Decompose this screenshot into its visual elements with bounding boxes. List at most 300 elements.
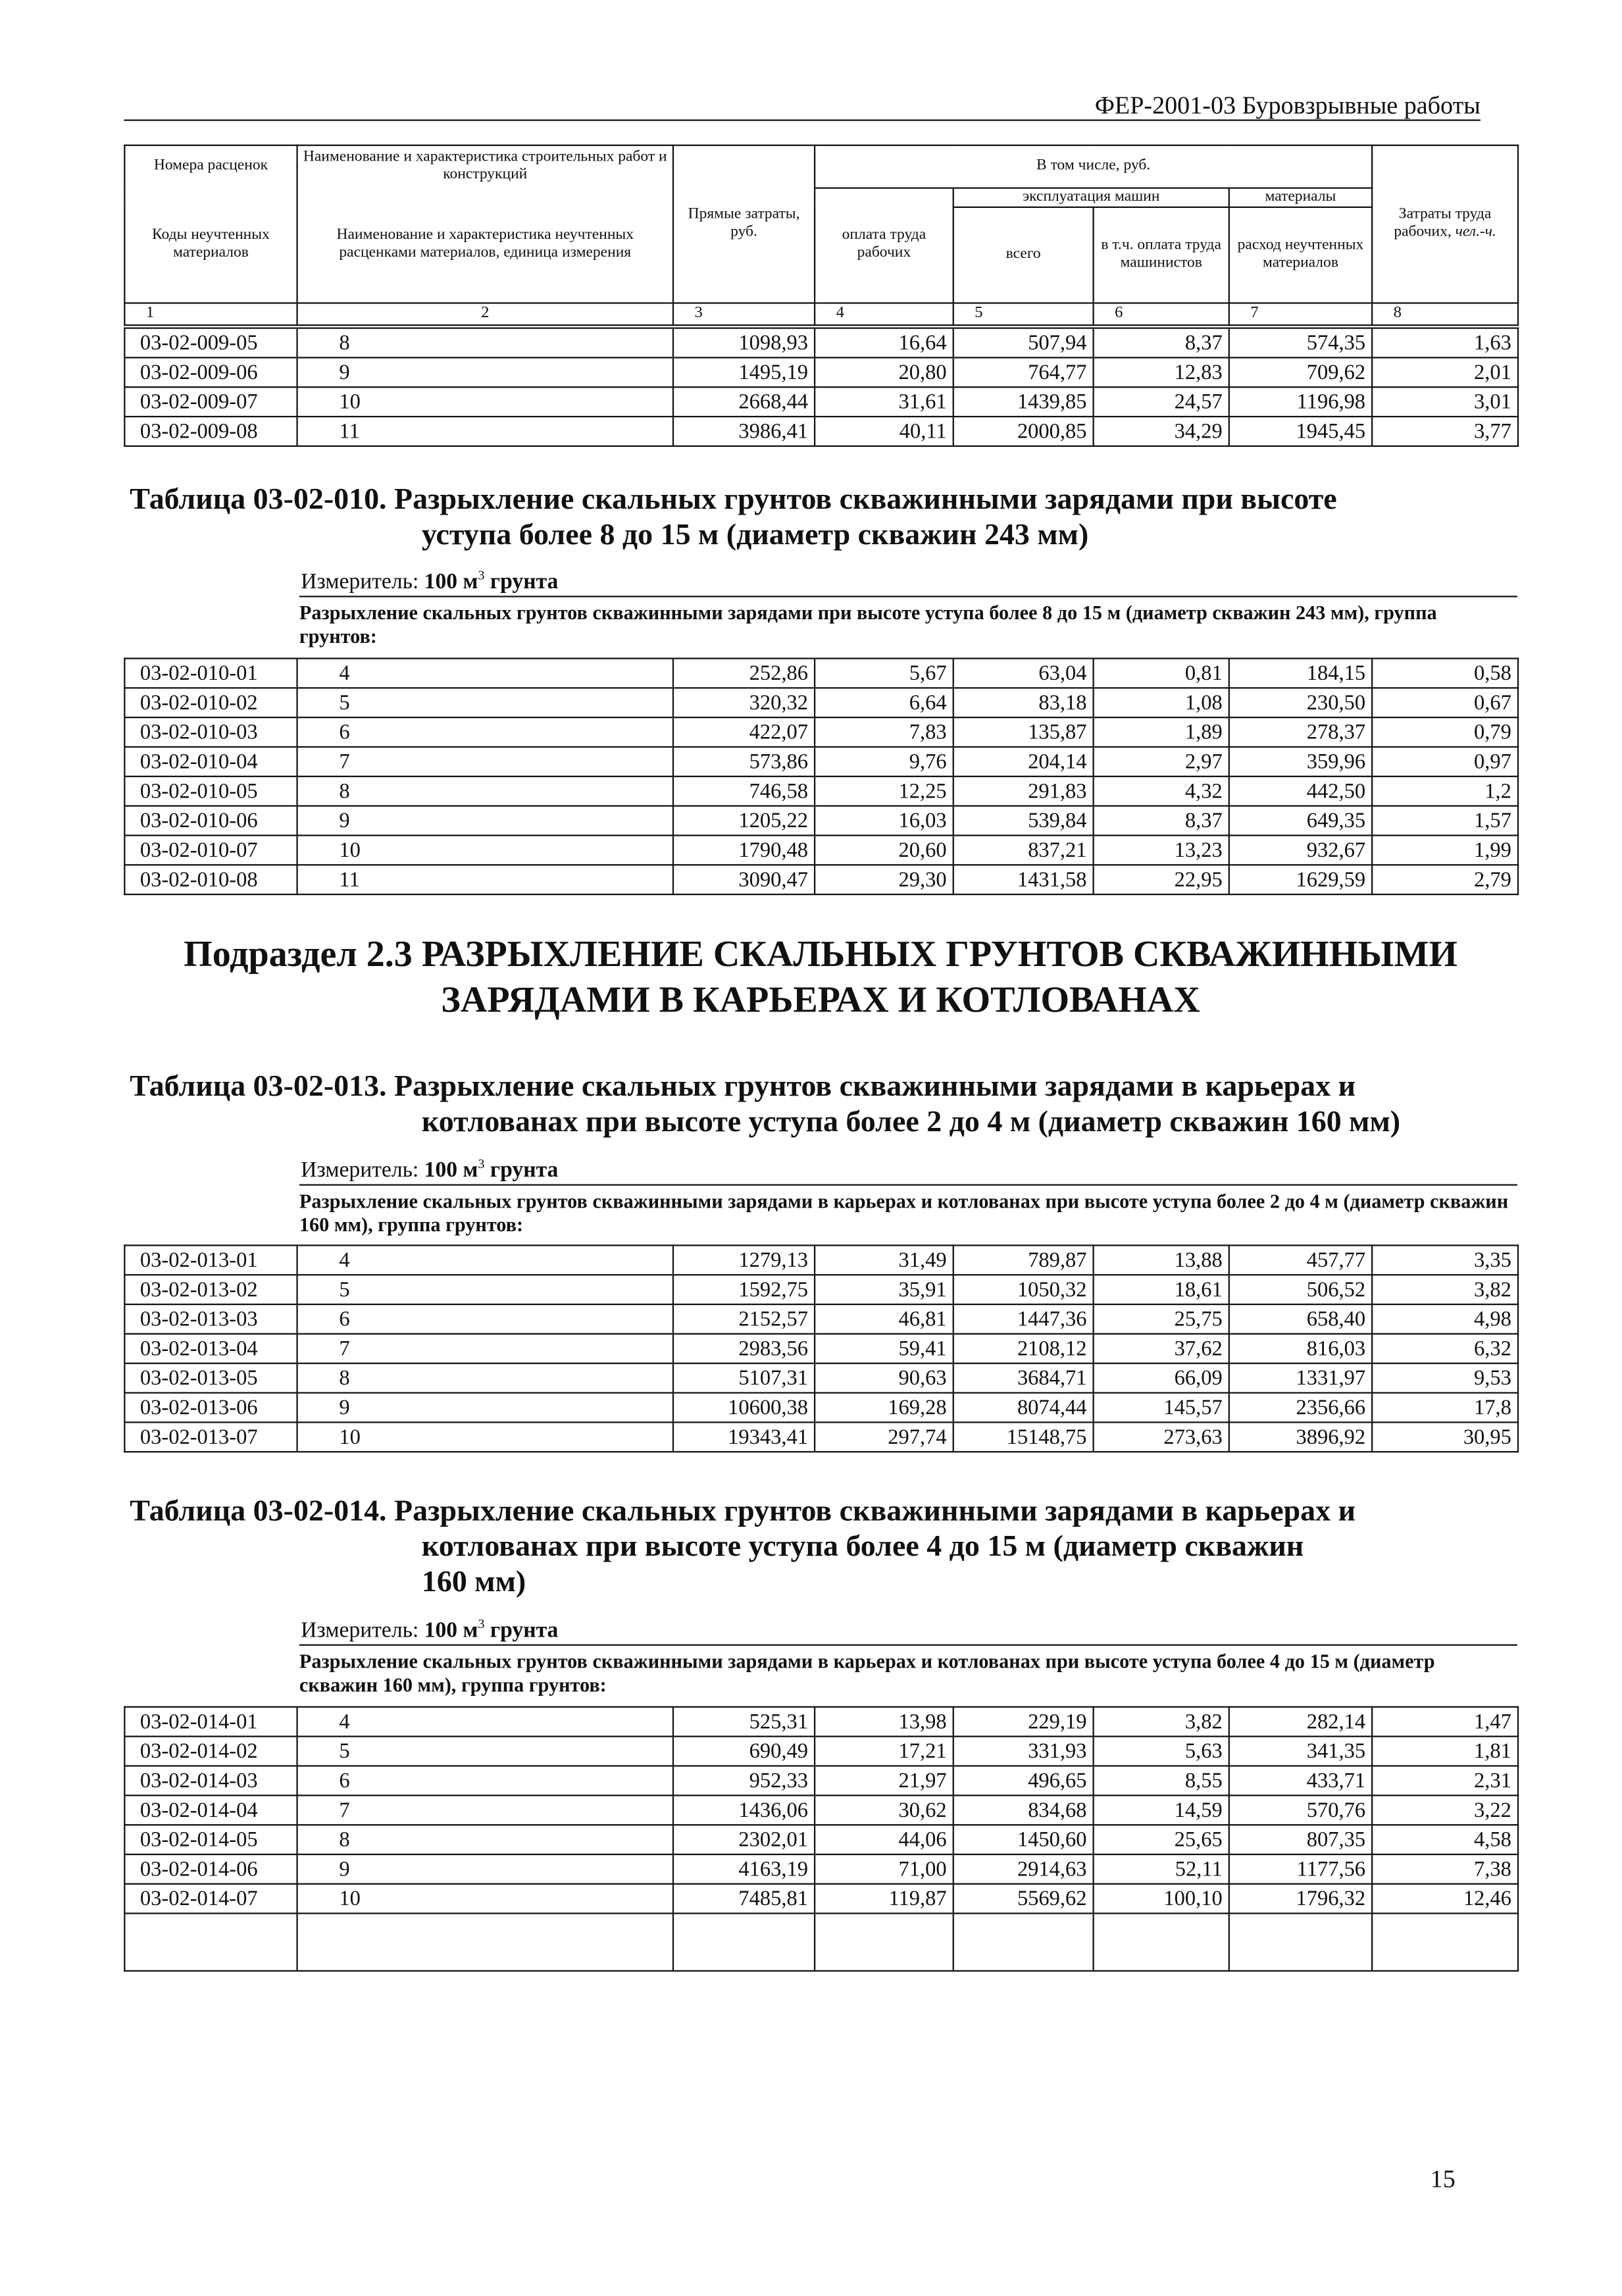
cell-materials: 282,14: [1229, 1707, 1372, 1737]
empty-cell: [124, 1914, 297, 1971]
cell-machines-total: 2108,12: [953, 1334, 1094, 1364]
cell-machines-total: 204,14: [953, 747, 1094, 777]
table-title-line: котлованах при высоте уступа более 2 до 4 м (диаметр скважин 160 мм): [421, 1106, 1401, 1138]
cell-operator-pay: 1,89: [1094, 717, 1229, 747]
cell-worker-pay: 6,64: [815, 688, 953, 717]
measure-label: Измеритель:: [301, 1159, 419, 1183]
cell-rate-code: 03-02-013-03: [124, 1304, 297, 1334]
table-row: [124, 357, 1518, 387]
cell-materials: 816,03: [1229, 1334, 1372, 1364]
measure-rule: [299, 1645, 1517, 1646]
cell-labor-hours: 0,79: [1372, 717, 1518, 747]
cell-machines-total: 229,19: [953, 1707, 1094, 1737]
header-cell-total: всего: [953, 207, 1094, 303]
cell-rate-code: 03-02-014-01: [124, 1707, 297, 1737]
measure-label: Измеритель:: [301, 571, 419, 595]
cell-materials: 709,62: [1229, 357, 1372, 387]
cell-labor-hours: 0,97: [1372, 747, 1518, 777]
header-cell-materials: материалы: [1229, 188, 1372, 207]
cell-operator-pay: 18,61: [1094, 1275, 1229, 1304]
cell-materials: 570,76: [1229, 1795, 1372, 1825]
cell-soil-group: 11: [297, 865, 673, 894]
column-number: 7: [1229, 302, 1372, 324]
measure-unit: грунта: [490, 571, 559, 595]
cell-materials: 932,67: [1229, 835, 1372, 865]
cell-worker-pay: 5,67: [815, 659, 953, 688]
measure-unit: грунта: [490, 1159, 559, 1183]
cell-worker-pay: 119,87: [815, 1884, 953, 1914]
labor-costs-title: Затраты труда рабочих,: [1394, 206, 1492, 240]
table-row: [124, 1364, 1518, 1393]
cell-materials: 433,71: [1229, 1766, 1372, 1795]
cell-soil-group: 8: [297, 1364, 673, 1393]
cell-operator-pay: 52,11: [1094, 1854, 1229, 1884]
cell-machines-total: 15148,75: [953, 1422, 1094, 1452]
cell-worker-pay: 20,80: [815, 357, 953, 387]
cell-worker-pay: 46,81: [815, 1304, 953, 1334]
cell-labor-hours: 4,98: [1372, 1304, 1518, 1334]
column-number: 2: [297, 302, 673, 324]
cell-direct-costs: 746,58: [673, 777, 815, 806]
table-title-line: 160 мм): [421, 1566, 526, 1599]
header-cell-direct-costs: Прямые затраты, руб.: [673, 145, 815, 303]
cell-direct-costs: 573,86: [673, 747, 815, 777]
cell-soil-group: 10: [297, 835, 673, 865]
table-row: [124, 1737, 1518, 1766]
cell-machines-total: 2000,85: [953, 417, 1094, 446]
cell-labor-hours: 3,82: [1372, 1275, 1518, 1304]
cell-soil-group: 10: [297, 1422, 673, 1452]
cell-materials: 3896,92: [1229, 1422, 1372, 1452]
table-row: [124, 1393, 1518, 1423]
cell-rate-code: 03-02-009-05: [124, 328, 297, 358]
cell-soil-group: 11: [297, 417, 673, 446]
cell-rate-code: 03-02-014-04: [124, 1795, 297, 1825]
measure-label: Измеритель:: [301, 1619, 419, 1643]
cell-rate-code: 03-02-014-07: [124, 1884, 297, 1914]
section-heading: [124, 932, 1517, 1023]
cell-labor-hours: 30,95: [1372, 1422, 1518, 1452]
cell-machines-total: 539,84: [953, 806, 1094, 836]
running-header: ФЕР-2001-03 Буровзрывные работы: [1094, 91, 1481, 120]
table-row: [124, 417, 1518, 446]
cell-soil-group: 9: [297, 806, 673, 836]
table-03-02-014-description: Разрыхление скальных грунтов скважинными зарядами в карьерах и котлованах при высоте уступа более 4 до 15 м (диаметр скважин 160 мм), группа грунтов:: [299, 1650, 1435, 1696]
cell-direct-costs: 1098,93: [673, 328, 815, 358]
cell-worker-pay: 9,76: [815, 747, 953, 777]
labor-costs-unit: чел.-ч.: [1455, 224, 1496, 240]
measure-unit: грунта: [490, 1619, 559, 1643]
cell-materials: 2356,66: [1229, 1393, 1372, 1423]
cell-worker-pay: 35,91: [815, 1275, 953, 1304]
column-number: 4: [815, 302, 953, 324]
page-number: 15: [1430, 2164, 1456, 2193]
cell-labor-hours: 7,38: [1372, 1854, 1518, 1884]
table-row: [124, 387, 1518, 417]
table-row: [124, 659, 1518, 688]
table-03-02-010-rows: [124, 657, 1519, 895]
cell-machines-total: 5569,62: [953, 1884, 1094, 1914]
table-row: [124, 328, 1518, 358]
cell-operator-pay: 13,23: [1094, 835, 1229, 865]
cell-worker-pay: 59,41: [815, 1334, 953, 1364]
header-cell-operator-pay: в т.ч. оплата труда машинистов: [1094, 207, 1229, 303]
cell-soil-group: 10: [297, 387, 673, 417]
empty-cell: [953, 1914, 1094, 1971]
cell-labor-hours: 1,57: [1372, 806, 1518, 836]
cell-worker-pay: 44,06: [815, 1825, 953, 1854]
cell-direct-costs: 690,49: [673, 1737, 815, 1766]
cell-worker-pay: 16,64: [815, 328, 953, 358]
table-title-line: Разрыхление скальных грунтов скважинными зарядами при высоте: [394, 484, 1337, 517]
cell-operator-pay: 4,32: [1094, 777, 1229, 806]
cell-machines-total: 135,87: [953, 717, 1094, 747]
measure-value: 100 м: [424, 1619, 478, 1643]
cell-machines-total: 507,94: [953, 328, 1094, 358]
section-heading-line: ЗАРЯДАМИ В КАРЬЕРАХ И КОТЛОВАНАХ: [441, 981, 1200, 1021]
cell-materials: 1945,45: [1229, 417, 1372, 446]
cell-soil-group: 9: [297, 357, 673, 387]
cell-materials: 278,37: [1229, 717, 1372, 747]
cell-labor-hours: 3,35: [1372, 1245, 1518, 1275]
cell-operator-pay: 25,65: [1094, 1825, 1229, 1854]
cell-direct-costs: 422,07: [673, 717, 815, 747]
cell-direct-costs: 5107,31: [673, 1364, 815, 1393]
section-heading-line: Подраздел 2.3 РАЗРЫХЛЕНИЕ СКАЛЬНЫХ ГРУНТОВ СКВАЖИННЫМИ: [184, 934, 1457, 975]
cell-machines-total: 496,65: [953, 1766, 1094, 1795]
table-03-02-013-title: [130, 1069, 1486, 1140]
empty-cell: [1094, 1914, 1229, 1971]
cell-worker-pay: 17,21: [815, 1737, 953, 1766]
cell-soil-group: 4: [297, 659, 673, 688]
cell-rate-code: 03-02-014-05: [124, 1825, 297, 1854]
cell-operator-pay: 5,63: [1094, 1737, 1229, 1766]
cell-rate-code: 03-02-013-06: [124, 1393, 297, 1423]
cell-soil-group: 9: [297, 1854, 673, 1884]
cell-soil-group: 9: [297, 1393, 673, 1423]
table-row: [124, 806, 1518, 836]
cell-materials: 1796,32: [1229, 1884, 1372, 1914]
empty-cell: [673, 1914, 815, 1971]
cell-rate-code: 03-02-010-03: [124, 717, 297, 747]
cell-rate-code: 03-02-013-02: [124, 1275, 297, 1304]
cell-labor-hours: 2,31: [1372, 1766, 1518, 1795]
cell-operator-pay: 0,81: [1094, 659, 1229, 688]
table-row: [124, 1422, 1518, 1452]
cell-materials: 359,96: [1229, 747, 1372, 777]
table-row: [124, 1275, 1518, 1304]
cell-rate-code: 03-02-010-08: [124, 865, 297, 894]
cell-worker-pay: 90,63: [815, 1364, 953, 1393]
cell-materials: 457,77: [1229, 1245, 1372, 1275]
column-header-table: [124, 145, 1519, 326]
table-row: [124, 1795, 1518, 1825]
table-title-line: уступа более 8 до 15 м (диаметр скважин 243 мм): [421, 519, 1089, 552]
table-03-02-013-description: Разрыхление скальных грунтов скважинными зарядами в карьерах и котлованах при высоте уступа более 2 до 4 м (диаметр скважин 160 мм), группа грунтов:: [299, 1190, 1509, 1236]
header-cell-material-name: Наименование и характеристика неучтенных расценками материалов, единица измерения: [297, 188, 673, 303]
cell-materials: 658,40: [1229, 1304, 1372, 1334]
cell-labor-hours: 2,79: [1372, 865, 1518, 894]
table-title-line: Разрыхление скальных грунтов скважинными зарядами в карьерах и: [394, 1495, 1356, 1528]
empty-cell: [815, 1914, 953, 1971]
measure-value: 100 м: [424, 571, 478, 595]
column-number: 6: [1094, 302, 1229, 324]
cell-labor-hours: 12,46: [1372, 1884, 1518, 1914]
cell-direct-costs: 952,33: [673, 1766, 815, 1795]
cell-materials: 506,52: [1229, 1275, 1372, 1304]
cell-labor-hours: 17,8: [1372, 1393, 1518, 1423]
header-cell-work-name: Наименование и характеристика строительных работ и конструкций: [297, 145, 673, 188]
table-row: [124, 777, 1518, 806]
table-row-empty: [124, 1914, 1518, 1971]
cell-materials: 649,35: [1229, 806, 1372, 836]
table-03-02-010-title: [130, 482, 1486, 553]
cell-direct-costs: 2668,44: [673, 387, 815, 417]
cell-machines-total: 789,87: [953, 1245, 1094, 1275]
cell-soil-group: 5: [297, 688, 673, 717]
measure-value: 100 м: [424, 1159, 478, 1183]
measure-power: 3: [478, 567, 485, 583]
cell-direct-costs: 2983,56: [673, 1334, 815, 1364]
cell-direct-costs: 10600,38: [673, 1393, 815, 1423]
header-cell-worker-pay: оплата труда рабочих: [815, 188, 953, 303]
cell-machines-total: 331,93: [953, 1737, 1094, 1766]
cell-worker-pay: 29,30: [815, 865, 953, 894]
cell-labor-hours: 0,67: [1372, 688, 1518, 717]
cell-labor-hours: 3,22: [1372, 1795, 1518, 1825]
table-03-02-013-measure: [301, 1156, 558, 1185]
table-title-line: Разрыхление скальных грунтов скважинными зарядами в карьерах и: [394, 1070, 1356, 1104]
cell-soil-group: 5: [297, 1275, 673, 1304]
header-cell-material-consumption: расход неучтенных материалов: [1229, 207, 1372, 303]
cell-machines-total: 1050,32: [953, 1275, 1094, 1304]
cell-materials: 230,50: [1229, 688, 1372, 717]
cell-operator-pay: 2,97: [1094, 747, 1229, 777]
cell-labor-hours: 1,99: [1372, 835, 1518, 865]
measure-rule: [299, 596, 1517, 597]
table-row: [124, 688, 1518, 717]
measure-power: 3: [478, 1616, 485, 1631]
table-row: [124, 1707, 1518, 1737]
table-03-02-014-title: [130, 1494, 1486, 1600]
cell-direct-costs: 1279,13: [673, 1245, 815, 1275]
cell-worker-pay: 40,11: [815, 417, 953, 446]
cell-direct-costs: 1790,48: [673, 835, 815, 865]
cell-materials: 1196,98: [1229, 387, 1372, 417]
cell-worker-pay: 21,97: [815, 1766, 953, 1795]
cell-direct-costs: 1436,06: [673, 1795, 815, 1825]
cell-machines-total: 63,04: [953, 659, 1094, 688]
cell-soil-group: 6: [297, 717, 673, 747]
cell-materials: 341,35: [1229, 1737, 1372, 1766]
header-cell-material-codes: Коды неучтенных материалов: [124, 188, 297, 303]
cell-direct-costs: 7485,81: [673, 1884, 815, 1914]
cell-soil-group: 7: [297, 747, 673, 777]
cell-operator-pay: 8,55: [1094, 1766, 1229, 1795]
empty-cell: [1229, 1914, 1372, 1971]
cell-materials: 442,50: [1229, 777, 1372, 806]
cell-materials: 807,35: [1229, 1825, 1372, 1854]
measure-rule: [299, 1184, 1517, 1185]
cell-machines-total: 2914,63: [953, 1854, 1094, 1884]
cell-soil-group: 5: [297, 1737, 673, 1766]
table-03-02-014-rows: [124, 1706, 1519, 1972]
table-title-number: Таблица 03-02-010.: [130, 484, 387, 517]
cell-soil-group: 7: [297, 1795, 673, 1825]
table-03-02-010-measure: [301, 568, 558, 596]
cell-rate-code: 03-02-014-03: [124, 1766, 297, 1795]
cell-operator-pay: 66,09: [1094, 1364, 1229, 1393]
cell-labor-hours: 1,63: [1372, 328, 1518, 358]
cell-rate-code: 03-02-014-02: [124, 1737, 297, 1766]
cell-rate-code: 03-02-013-07: [124, 1422, 297, 1452]
table-row: [124, 835, 1518, 865]
cell-operator-pay: 145,57: [1094, 1393, 1229, 1423]
cell-direct-costs: 252,86: [673, 659, 815, 688]
table-row: [124, 1304, 1518, 1334]
cell-soil-group: 7: [297, 1334, 673, 1364]
cell-soil-group: 10: [297, 1884, 673, 1914]
cell-rate-code: 03-02-013-05: [124, 1364, 297, 1393]
cell-direct-costs: 19343,41: [673, 1422, 815, 1452]
header-cell-rate-number: Номера расценок: [124, 145, 297, 188]
table-03-02-014-measure: [301, 1616, 558, 1645]
cell-direct-costs: 2152,57: [673, 1304, 815, 1334]
cell-machines-total: 3684,71: [953, 1364, 1094, 1393]
cell-operator-pay: 1,08: [1094, 688, 1229, 717]
cell-machines-total: 1450,60: [953, 1825, 1094, 1854]
cell-materials: 184,15: [1229, 659, 1372, 688]
cell-rate-code: 03-02-014-06: [124, 1854, 297, 1884]
cell-labor-hours: 4,58: [1372, 1825, 1518, 1854]
header-cell-including: В том числе, руб.: [815, 145, 1372, 188]
cell-labor-hours: 1,2: [1372, 777, 1518, 806]
cell-operator-pay: 273,63: [1094, 1422, 1229, 1452]
cell-rate-code: 03-02-009-06: [124, 357, 297, 387]
header-cell-labor-costs: [1372, 145, 1518, 303]
table-row: [124, 1825, 1518, 1854]
cell-soil-group: 6: [297, 1304, 673, 1334]
cell-labor-hours: 3,77: [1372, 417, 1518, 446]
empty-cell: [297, 1914, 673, 1971]
cell-worker-pay: 12,25: [815, 777, 953, 806]
cell-soil-group: 4: [297, 1245, 673, 1275]
cell-direct-costs: 525,31: [673, 1707, 815, 1737]
cell-operator-pay: 8,37: [1094, 328, 1229, 358]
cell-worker-pay: 13,98: [815, 1707, 953, 1737]
cell-operator-pay: 14,59: [1094, 1795, 1229, 1825]
cell-rate-code: 03-02-010-01: [124, 659, 297, 688]
cell-labor-hours: 9,53: [1372, 1364, 1518, 1393]
cell-labor-hours: 2,01: [1372, 357, 1518, 387]
cell-labor-hours: 6,32: [1372, 1334, 1518, 1364]
cell-rate-code: 03-02-010-02: [124, 688, 297, 717]
cell-operator-pay: 37,62: [1094, 1334, 1229, 1364]
cell-rate-code: 03-02-010-07: [124, 835, 297, 865]
cell-direct-costs: 1592,75: [673, 1275, 815, 1304]
table-03-02-010-description: Разрыхление скальных грунтов скважинными зарядами при высоте уступа более 8 до 15 м (диаметр скважин 243 мм), группа грунтов:: [299, 601, 1437, 648]
table-row: [124, 1884, 1518, 1914]
cell-machines-total: 837,21: [953, 835, 1094, 865]
header-rule: [124, 120, 1481, 121]
cell-operator-pay: 3,82: [1094, 1707, 1229, 1737]
cell-rate-code: 03-02-009-07: [124, 387, 297, 417]
cell-machines-total: 1431,58: [953, 865, 1094, 894]
cell-soil-group: 4: [297, 1707, 673, 1737]
column-number: 8: [1372, 302, 1518, 324]
cell-operator-pay: 12,83: [1094, 357, 1229, 387]
column-number: 3: [673, 302, 815, 324]
cell-soil-group: 8: [297, 1825, 673, 1854]
cell-machines-total: 8074,44: [953, 1393, 1094, 1423]
table-row: [124, 1766, 1518, 1795]
cell-direct-costs: 1495,19: [673, 357, 815, 387]
cell-operator-pay: 8,37: [1094, 806, 1229, 836]
cell-operator-pay: 24,57: [1094, 387, 1229, 417]
cell-labor-hours: 1,81: [1372, 1737, 1518, 1766]
table-title-number: Таблица 03-02-013.: [130, 1070, 387, 1104]
cell-operator-pay: 34,29: [1094, 417, 1229, 446]
cell-worker-pay: 71,00: [815, 1854, 953, 1884]
cell-worker-pay: 31,49: [815, 1245, 953, 1275]
empty-cell: [1372, 1914, 1518, 1971]
cell-operator-pay: 22,95: [1094, 865, 1229, 894]
cell-machines-total: 291,83: [953, 777, 1094, 806]
cell-machines-total: 83,18: [953, 688, 1094, 717]
cell-direct-costs: 3090,47: [673, 865, 815, 894]
cell-direct-costs: 1205,22: [673, 806, 815, 836]
table-title-line: котлованах при высоте уступа более 4 до 15 м (диаметр скважин: [421, 1531, 1304, 1564]
cell-rate-code: 03-02-010-04: [124, 747, 297, 777]
table-row: [124, 1854, 1518, 1884]
cell-rate-code: 03-02-013-01: [124, 1245, 297, 1275]
cell-machines-total: 1447,36: [953, 1304, 1094, 1334]
table-03-02-013-rows: [124, 1244, 1519, 1452]
column-number: 1: [124, 302, 297, 324]
cell-worker-pay: 16,03: [815, 806, 953, 836]
header-cell-machine-operation: эксплуатация машин: [953, 188, 1229, 207]
table-03-02-009-rows: [124, 327, 1519, 447]
cell-materials: 1629,59: [1229, 865, 1372, 894]
cell-machines-total: 1439,85: [953, 387, 1094, 417]
cell-machines-total: 764,77: [953, 357, 1094, 387]
cell-operator-pay: 25,75: [1094, 1304, 1229, 1334]
table-row: [124, 1245, 1518, 1275]
cell-worker-pay: 297,74: [815, 1422, 953, 1452]
cell-rate-code: 03-02-010-06: [124, 806, 297, 836]
cell-direct-costs: 4163,19: [673, 1854, 815, 1884]
cell-worker-pay: 20,60: [815, 835, 953, 865]
cell-soil-group: 6: [297, 1766, 673, 1795]
cell-direct-costs: 2302,01: [673, 1825, 815, 1854]
cell-worker-pay: 169,28: [815, 1393, 953, 1423]
table-row: [124, 747, 1518, 777]
cell-worker-pay: 30,62: [815, 1795, 953, 1825]
table-row: [124, 1334, 1518, 1364]
measure-power: 3: [478, 1156, 485, 1171]
cell-rate-code: 03-02-013-04: [124, 1334, 297, 1364]
cell-materials: 1331,97: [1229, 1364, 1372, 1393]
table-row: [124, 865, 1518, 894]
cell-worker-pay: 7,83: [815, 717, 953, 747]
cell-soil-group: 8: [297, 777, 673, 806]
cell-soil-group: 8: [297, 328, 673, 358]
cell-operator-pay: 13,88: [1094, 1245, 1229, 1275]
cell-machines-total: 834,68: [953, 1795, 1094, 1825]
table-title-number: Таблица 03-02-014.: [130, 1495, 387, 1528]
column-number: 5: [953, 302, 1094, 324]
cell-operator-pay: 100,10: [1094, 1884, 1229, 1914]
